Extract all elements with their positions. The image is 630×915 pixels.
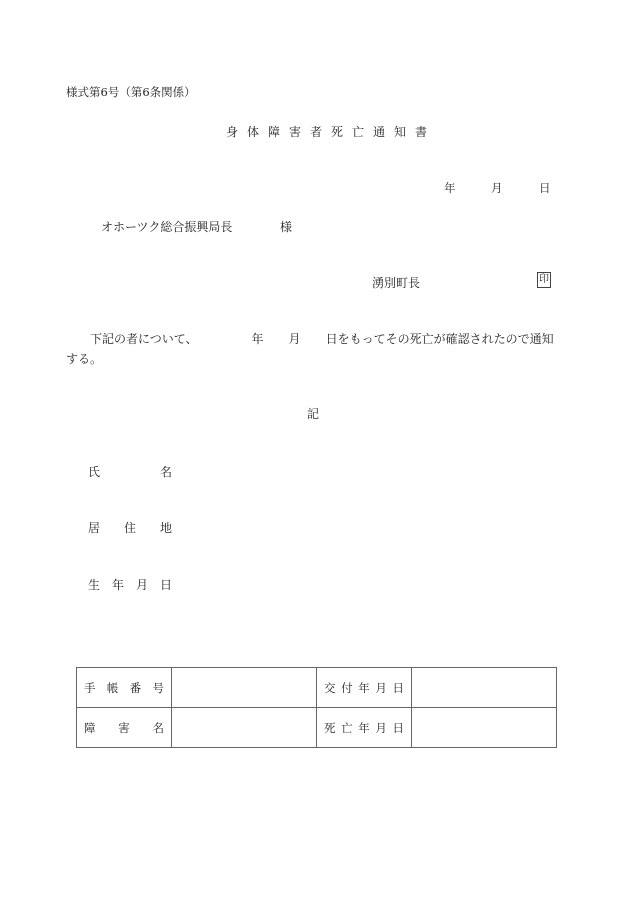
label-char: 月	[375, 720, 387, 735]
seal-mark: 印	[537, 272, 551, 288]
date-year-label: 年	[444, 181, 456, 195]
label-char: 死	[324, 720, 336, 735]
label-char: 名	[152, 720, 164, 735]
document-title: 身体障害者死亡通知書	[226, 125, 437, 139]
field-char: 生	[88, 578, 101, 592]
honorific: 様	[280, 220, 293, 234]
label-char: 月	[375, 680, 387, 695]
label-char: 日	[392, 680, 404, 695]
body-year: 年	[251, 332, 264, 346]
label-char: 年	[358, 720, 370, 735]
label-char: 年	[358, 680, 370, 695]
field-char: 氏	[88, 465, 101, 479]
form-number: 様式第6号（第6条関係）	[66, 85, 196, 99]
label-char: 亡	[341, 720, 353, 735]
label-char: 付	[341, 680, 353, 695]
handbook-number-value[interactable]	[172, 668, 317, 708]
label-char: 日	[392, 720, 404, 735]
body-prefix: 下記の者について、	[90, 332, 198, 346]
table-row	[77, 708, 557, 748]
ki-heading: 記	[307, 407, 320, 421]
label-char: 障	[84, 720, 96, 735]
field-char: 名	[159, 465, 172, 479]
sender: 湧別町長	[372, 276, 421, 290]
body-month: 月	[288, 332, 301, 346]
table-row	[77, 668, 557, 708]
field-address-label	[88, 519, 172, 536]
field-char: 日	[159, 578, 172, 592]
label-char: 交	[324, 680, 336, 695]
field-char: 居	[88, 521, 101, 535]
body-text	[66, 329, 556, 369]
label-char: 番	[129, 680, 142, 695]
field-char: 地	[159, 521, 172, 535]
body-suffix: 日をもってその死亡が確認されたので通知する。	[66, 332, 554, 366]
death-date-value[interactable]	[412, 708, 557, 748]
info-table	[76, 667, 557, 748]
field-char: 年	[111, 578, 124, 592]
label-char: 害	[118, 720, 130, 735]
addressee: オホーツク総合振興局長	[101, 220, 233, 234]
label-char: 号	[152, 680, 164, 695]
field-char: 住	[123, 521, 136, 535]
label-char: 帳	[106, 680, 119, 695]
field-char: 月	[135, 578, 148, 592]
issue-date-label	[317, 668, 412, 708]
issue-date-value[interactable]	[412, 668, 557, 708]
date-day-label: 日	[539, 181, 551, 195]
label-char: 手	[84, 680, 96, 695]
handbook-number-label	[77, 668, 172, 708]
disability-name-label	[77, 708, 172, 748]
field-birthdate-label	[88, 576, 172, 593]
field-name-label	[88, 463, 172, 480]
disability-name-value[interactable]	[172, 708, 317, 748]
death-date-label	[317, 708, 412, 748]
date-month-label: 月	[491, 181, 503, 195]
